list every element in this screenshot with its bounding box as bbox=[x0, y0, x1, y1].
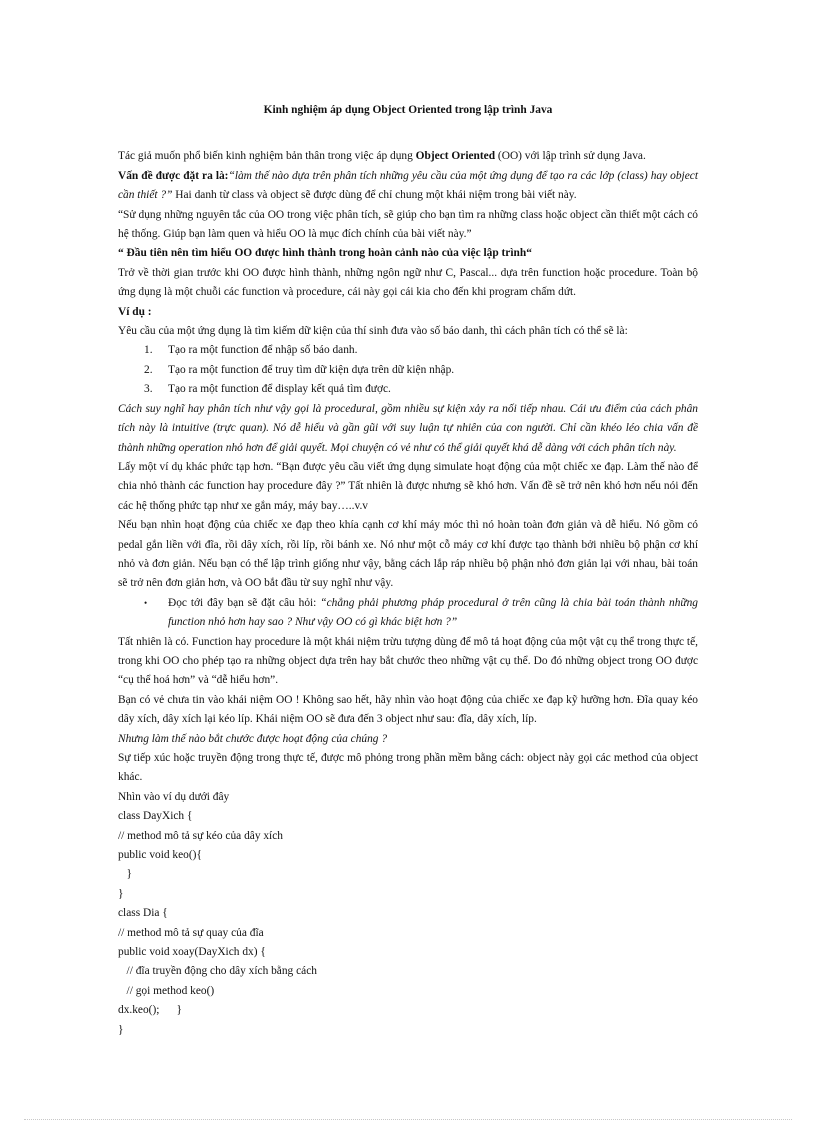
answer-paragraph: Tất nhiên là có. Function hay procedure là một khái niệm trừu tượng dùng để mô tả hoạt động của một vật cụ thể trong thực tế, trong khi OO cho phép tạo ra những object dựa trên hay bắt chước theo những vật cụ thể. Do đó những object trong OO được “cụ thể hoá hơn” và “dễ hiểu hơn”. bbox=[118, 635, 698, 687]
procedural-note: Cách suy nghĩ hay phân tích như vậy gọi là procedural, gồm nhiều sự kiện xảy ra nối tiếp nhau. Cái ưu điểm của cách phân tích này là intuitive (trực quan). Nó dễ hiểu và gần gũi với suy luận tự nhiên của con người. Chỉ cần khéo léo chia vấn đề thành những operation nhỏ hơn để giải quyết. Mọi chuyện có vẻ như có thể giải quyết khá dễ dàng với cách phân tích này. bbox=[118, 402, 698, 454]
intro-text: Tác giả muốn phổ biến kinh nghiệm bản thân trong việc áp dụng bbox=[118, 150, 416, 163]
bullet-quote: “chẳng phải phương pháp procedural ở trên cũng là chia bài toán thành những function nhỏ hơn hay sao ? Như vậy OO có gì khác biệt hơn ?” bbox=[168, 596, 698, 629]
intro-text-end: (OO) với lập trình sử dụng Java. bbox=[495, 150, 646, 163]
issue-label: Vấn đề được đặt ra là: bbox=[118, 169, 229, 182]
intro-emphasis: Object Oriented bbox=[415, 150, 496, 163]
list-item-number: 2. bbox=[144, 363, 153, 376]
code-line: // đĩa truyền động cho dây xích bằng cách bbox=[118, 965, 317, 978]
look-line: Nhìn vào ví dụ dưới đây bbox=[118, 790, 230, 803]
steps-list bbox=[118, 341, 698, 399]
bullet-lead: Đọc tới đây bạn sẽ đặt câu hỏi: bbox=[168, 596, 321, 609]
list-item-number: 3. bbox=[144, 383, 153, 396]
history-paragraph: Trở về thời gian trước khi OO được hình thành, những ngôn ngữ như C, Pascal... dựa trên function hoặc procedure. Toàn bộ ứng dụng là một chuỗi các function và procedure, cái này gọi cái kia cho đến khi program chấm dứt. bbox=[118, 266, 698, 299]
question-line: Nhưng làm thế nào bắt chước được hoạt động của chúng ? bbox=[118, 732, 388, 745]
issue-rest: Hai danh từ class và object sẽ được dùng để chỉ chung một khái niệm trong bài viết này. bbox=[172, 189, 577, 202]
code-line: } bbox=[118, 868, 133, 881]
page-bottom-divider bbox=[24, 1119, 792, 1120]
complex-example-paragraph: Lấy một ví dụ khác phức tạp hơn. “Bạn được yêu cầu viết ứng dụng simulate hoạt động của một chiếc xe đạp. Làm thế nào để chia nhỏ thành các function hay procedure đây ?” Tất nhiên là được nhưng sẽ khó hơn. Vấn đề sẽ trở nên khó hơn nếu nói đến các hệ thống phức tạp như xe gắn máy, máy bay…..v.v bbox=[118, 460, 698, 512]
issue-paragraph bbox=[118, 167, 698, 206]
bullet-question bbox=[118, 594, 698, 633]
example-heading: Ví dụ : bbox=[118, 305, 152, 318]
list-item-number: 1. bbox=[144, 344, 153, 357]
code-line: class Dia { bbox=[118, 907, 168, 920]
principle-paragraph: “Sử dụng những nguyên tắc của OO trong việc phân tích, sẽ giúp cho bạn tìm ra những class hoặc object cần thiết một cách có hệ thống. Giúp bạn làm quen và hiểu OO là mục đích chính của bài viết này.” bbox=[118, 208, 698, 241]
document-title: Kinh nghiệm áp dụng Object Oriented trong lập trình Java bbox=[263, 104, 553, 116]
first-heading: “ Đầu tiên nên tìm hiểu OO được hình thành trong hoàn cảnh nào của việc lập trình“ bbox=[118, 247, 532, 260]
code-line: public void keo(){ bbox=[118, 849, 202, 862]
concept-paragraph: Bạn có vẻ chưa tin vào khái niệm OO ! Không sao hết, hãy nhìn vào hoạt động của chiếc xe đạp kỹ hưỡng hơn. Đĩa quay kéo dây xích, dây xích lại kéo líp. Khái niệm OO sẽ đưa đến 3 object như sau: đĩa, dây xích, líp. bbox=[118, 693, 698, 726]
code-line: // method mô tả sự kéo của dây xích bbox=[118, 829, 283, 842]
code-line: // gọi method keo() bbox=[118, 984, 215, 997]
list-item-text: Tạo ra một function để display kết quả tìm được. bbox=[168, 383, 391, 396]
example-intro: Yêu cầu của một ứng dụng là tìm kiếm dữ kiện của thí sinh đưa vào số báo danh, thì cách phân tích có thể sẽ là: bbox=[118, 325, 628, 338]
issue-quote: “làm thế nào dựa trên phân tích những yêu cầu của một ứng dụng để tạo ra các lớp (class) hay object cần thiết ?” bbox=[118, 169, 698, 202]
list-item bbox=[118, 341, 698, 360]
interaction-paragraph: Sự tiếp xúc hoặc truyền động trong thực tế, được mô phỏng trong phần mềm bằng cách: object này gọi các method của object khác. bbox=[118, 752, 698, 784]
list-item bbox=[118, 380, 698, 399]
code-line: public void xoay(DayXich dx) { bbox=[118, 946, 266, 959]
bullet-icon: • bbox=[144, 597, 148, 608]
code-line: class DayXich { bbox=[118, 810, 193, 823]
list-item-text: Tạo ra một function để truy tìm dữ kiện dựa trên dữ kiện nhập. bbox=[168, 363, 455, 376]
code-line: // method mô tả sự quay của đĩa bbox=[118, 926, 264, 939]
code-line: dx.keo(); } bbox=[118, 1004, 182, 1017]
list-item-text: Tạo ra một function để nhập số báo danh. bbox=[168, 344, 358, 357]
code-line: } bbox=[118, 887, 124, 900]
list-item bbox=[118, 361, 698, 380]
code-line: } bbox=[118, 1023, 124, 1036]
document-page bbox=[118, 101, 698, 1040]
bicycle-paragraph: Nếu bạn nhìn hoạt động của chiếc xe đạp theo khía cạnh cơ khí máy móc thì nó hoàn toàn đơn giản và dễ hiểu. Nó gồm có pedal gắn liền với đĩa, rồi dây xích, rồi líp, rồi bánh xe. Nó như một cỗ máy cơ khí được tạo thành bởi nhiều bộ phận cơ khí nhỏ và đơn giản. Nếu bạn có thể lập trình giống như vậy, bằng cách lắp ráp nhiều bộ phận nhỏ đơn giản lại với nhau, bài toán sẽ trở nên đơn giản hơn, và OO bắt đầu từ suy nghĩ như vậy. bbox=[118, 519, 698, 590]
intro-paragraph bbox=[118, 147, 698, 166]
code-block bbox=[118, 807, 698, 1040]
